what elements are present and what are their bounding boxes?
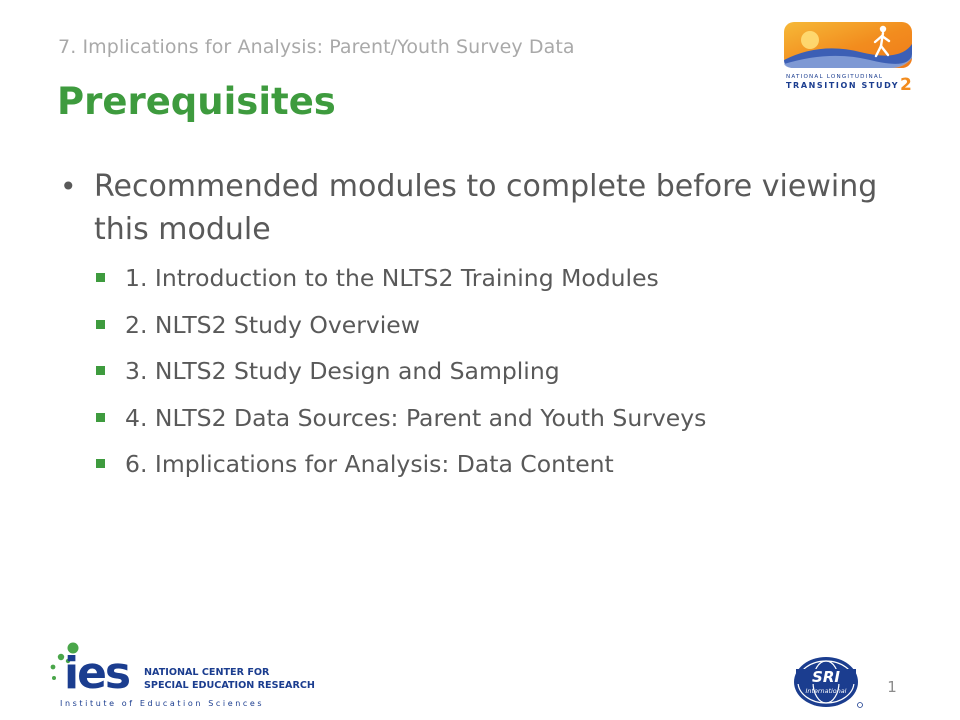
logo-line2: TRANSITION STUDY [786, 81, 900, 90]
list-item [96, 351, 916, 398]
logo-line1: NATIONAL LONGITUDINAL [786, 74, 884, 80]
list-item [96, 444, 916, 491]
module-text: 6. Implications for Analysis: Data Content [125, 450, 614, 478]
ies-mark: ies [64, 648, 130, 699]
sri-international-logo [792, 654, 866, 710]
nlts2-logo [780, 20, 920, 95]
registered-icon [858, 703, 863, 708]
square-bullet-icon [96, 366, 105, 375]
module-text: 3. NLTS2 Study Design and Sampling [125, 357, 560, 385]
ies-line2: SPECIAL EDUCATION RESEARCH [144, 680, 315, 691]
page-title: Prerequisites [57, 80, 336, 123]
list-item [96, 398, 916, 445]
square-bullet-icon [96, 273, 105, 282]
bullet-dot-icon: • [60, 170, 77, 203]
main-bullet-text: Recommended modules to complete before viewing this module [94, 169, 878, 247]
square-bullet-icon [96, 459, 105, 468]
square-bullet-icon [96, 413, 105, 422]
sri-text: SRI [812, 668, 840, 686]
ies-tagline: Institute of Education Sciences [60, 699, 265, 708]
module-text: 2. NLTS2 Study Overview [125, 310, 420, 339]
ies-line1: NATIONAL CENTER FOR [144, 667, 270, 678]
module-text: 4. NLTS2 Data Sources: Parent and Youth Surveys [125, 403, 707, 432]
breadcrumb: 7. Implications for Analysis: Parent/Youth Survey Data [58, 36, 575, 58]
logo-number: 2 [900, 75, 912, 95]
square-bullet-icon [96, 320, 105, 329]
module-list [96, 258, 916, 491]
main-bullet [60, 165, 920, 251]
sri-sub: International [805, 687, 847, 695]
ies-logo [44, 638, 315, 712]
list-item [96, 305, 916, 352]
page-number: 1 [887, 678, 897, 696]
list-item [96, 258, 916, 305]
module-text: 1. Introduction to the NLTS2 Training Modules [125, 264, 659, 292]
